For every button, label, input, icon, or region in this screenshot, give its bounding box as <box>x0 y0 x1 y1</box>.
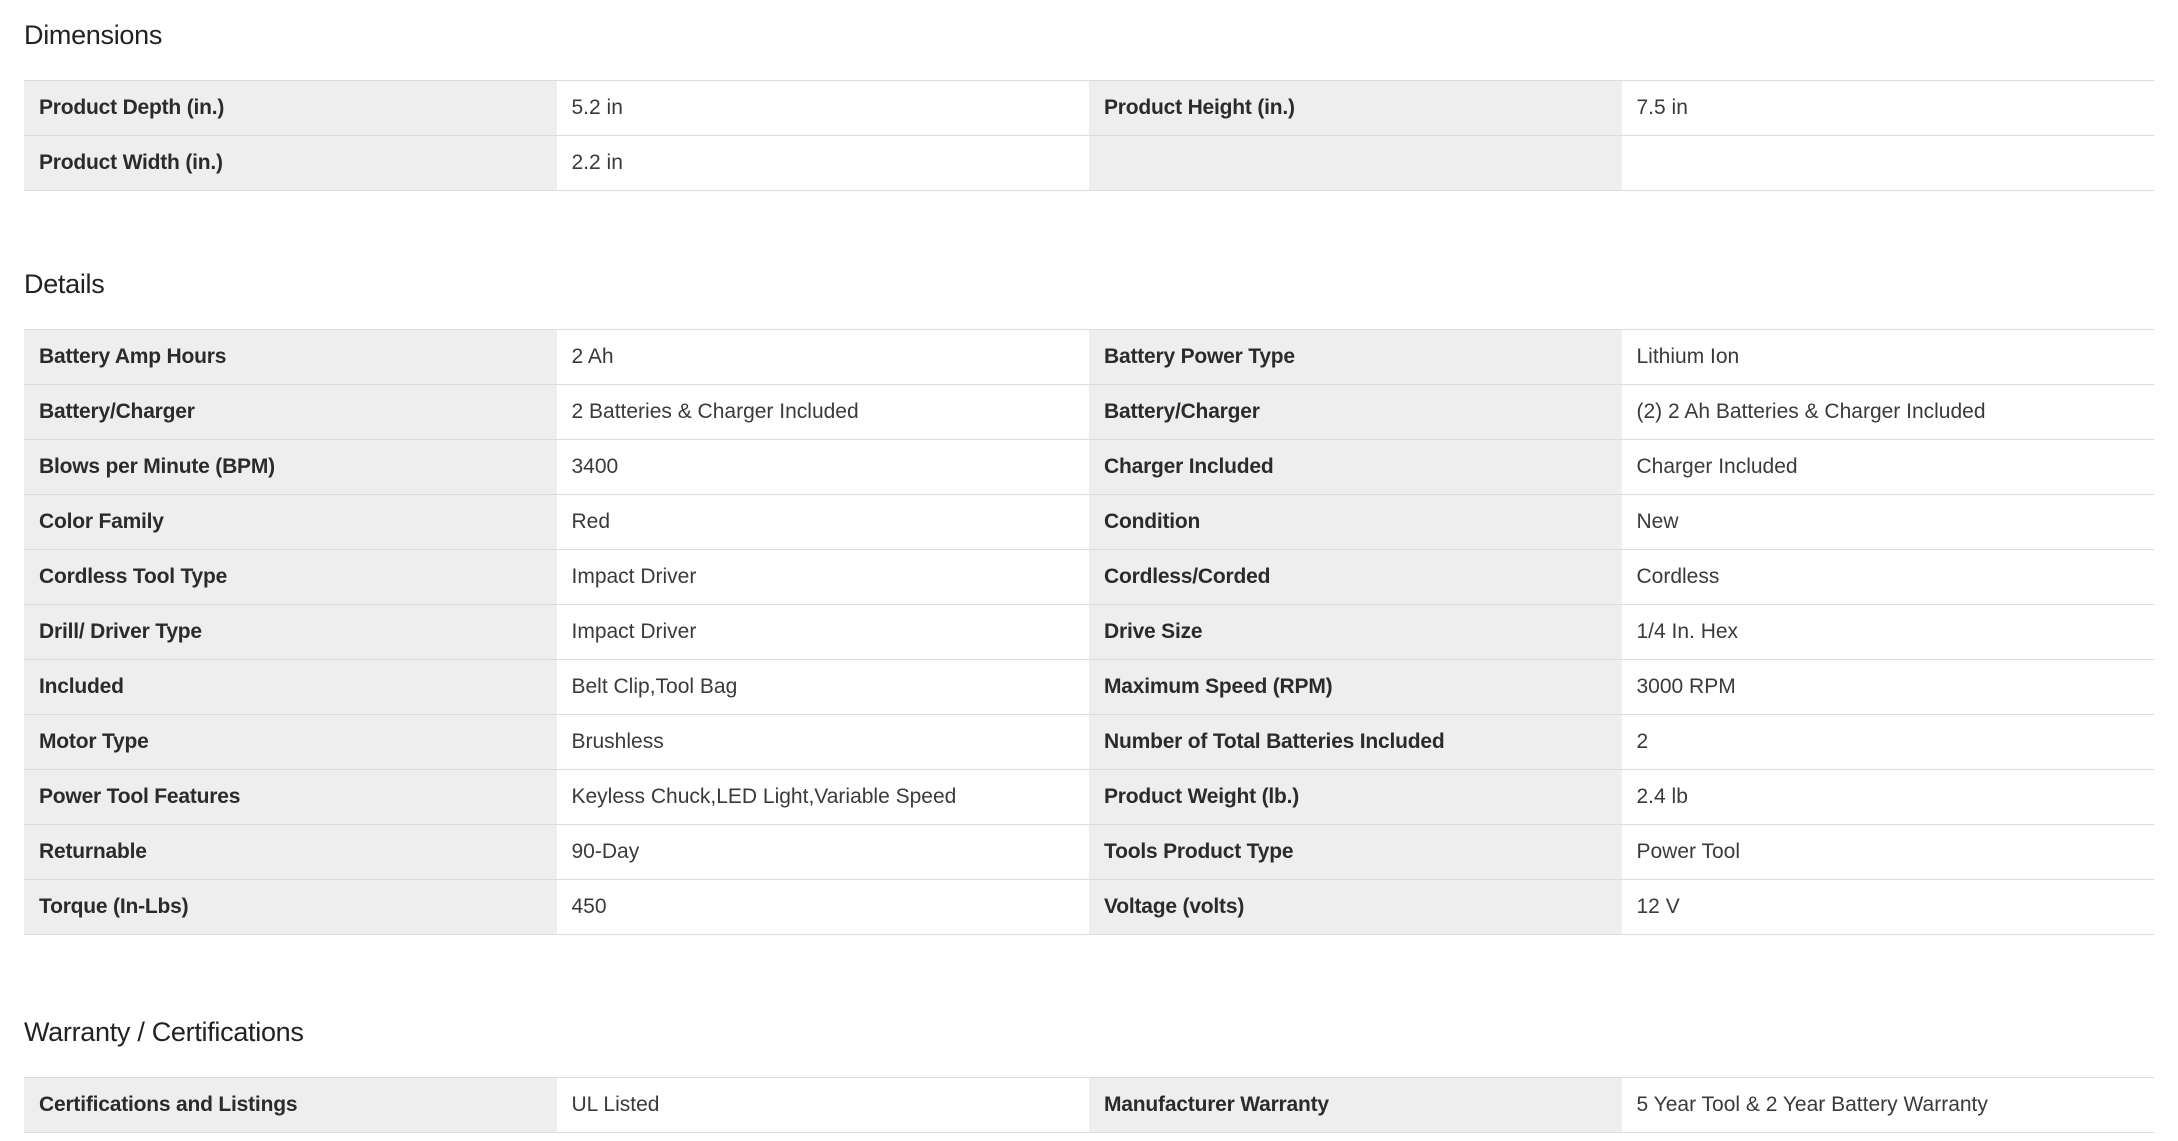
spec-value: New <box>1622 495 2155 549</box>
spec-label: Battery/Charger <box>1089 385 1622 439</box>
section-title: Warranty / Certifications <box>24 1017 304 1047</box>
warranty-table <box>24 1077 2154 1133</box>
spec-value: 3000 RPM <box>1622 660 2155 714</box>
warranty-section <box>24 1012 2154 1133</box>
spec-label: Cordless/Corded <box>1089 550 1622 604</box>
section-title: Dimensions <box>24 20 163 50</box>
spec-value: 450 <box>557 880 1090 934</box>
spec-label: Product Weight (lb.) <box>1089 770 1622 824</box>
spec-value: Keyless Chuck,LED Light,Variable Speed <box>557 770 1090 824</box>
spec-label: Number of Total Batteries Included <box>1089 715 1622 769</box>
spec-label: Color Family <box>24 495 557 549</box>
spec-label: Battery/Charger <box>24 385 557 439</box>
spec-value: 1/4 In. Hex <box>1622 605 2155 659</box>
spec-value: 2 Ah <box>557 330 1090 384</box>
spec-value: Charger Included <box>1622 440 2155 494</box>
spec-label: Battery Power Type <box>1089 330 1622 384</box>
spec-value: Power Tool <box>1622 825 2155 879</box>
spec-value: Brushless <box>557 715 1090 769</box>
spec-value: Cordless <box>1622 550 2155 604</box>
spec-value: Lithium Ion <box>1622 330 2155 384</box>
table-row <box>24 440 2154 495</box>
spec-value: 2.2 in <box>557 136 1090 190</box>
spec-value <box>1622 136 2155 190</box>
spec-label: Drive Size <box>1089 605 1622 659</box>
details-table <box>24 329 2154 935</box>
spec-label: Voltage (volts) <box>1089 880 1622 934</box>
spec-label: Tools Product Type <box>1089 825 1622 879</box>
spec-value: Red <box>557 495 1090 549</box>
spec-label: Battery Amp Hours <box>24 330 557 384</box>
spec-value: Impact Driver <box>557 605 1090 659</box>
spec-label: Cordless Tool Type <box>24 550 557 604</box>
details-section <box>24 264 2154 935</box>
spec-value: 5.2 in <box>557 81 1090 135</box>
dimensions-table <box>24 80 2154 191</box>
spec-label: Product Depth (in.) <box>24 81 557 135</box>
spec-label: Returnable <box>24 825 557 879</box>
spec-label: Power Tool Features <box>24 770 557 824</box>
spec-value: 2 Batteries & Charger Included <box>557 385 1090 439</box>
spec-label: Certifications and Listings <box>24 1078 557 1132</box>
spec-value: 5 Year Tool & 2 Year Battery Warranty <box>1622 1078 2155 1132</box>
spec-value: (2) 2 Ah Batteries & Charger Included <box>1622 385 2155 439</box>
table-row <box>24 550 2154 605</box>
spec-label: Condition <box>1089 495 1622 549</box>
table-row <box>24 81 2154 136</box>
table-row <box>24 880 2154 935</box>
spec-value: 90-Day <box>557 825 1090 879</box>
table-row <box>24 1078 2154 1133</box>
table-row <box>24 385 2154 440</box>
spec-label: Blows per Minute (BPM) <box>24 440 557 494</box>
table-row <box>24 495 2154 550</box>
table-row <box>24 605 2154 660</box>
spec-value: 7.5 in <box>1622 81 2155 135</box>
spec-label: Motor Type <box>24 715 557 769</box>
spec-label: Included <box>24 660 557 714</box>
spec-label <box>1089 136 1622 190</box>
spec-label: Drill/ Driver Type <box>24 605 557 659</box>
dimensions-section <box>24 15 2154 191</box>
spec-value: 2.4 lb <box>1622 770 2155 824</box>
spec-label: Product Width (in.) <box>24 136 557 190</box>
spec-label: Torque (In-Lbs) <box>24 880 557 934</box>
spec-value: Impact Driver <box>557 550 1090 604</box>
spec-label: Maximum Speed (RPM) <box>1089 660 1622 714</box>
spec-value: UL Listed <box>557 1078 1090 1132</box>
spec-label: Charger Included <box>1089 440 1622 494</box>
section-title: Details <box>24 269 105 299</box>
table-row <box>24 136 2154 191</box>
spec-value: 2 <box>1622 715 2155 769</box>
spec-label: Product Height (in.) <box>1089 81 1622 135</box>
table-row <box>24 660 2154 715</box>
table-row <box>24 715 2154 770</box>
spec-value: Belt Clip,Tool Bag <box>557 660 1090 714</box>
spec-value: 12 V <box>1622 880 2155 934</box>
table-row <box>24 770 2154 825</box>
table-row <box>24 330 2154 385</box>
spec-label: Manufacturer Warranty <box>1089 1078 1622 1132</box>
table-row <box>24 825 2154 880</box>
spec-value: 3400 <box>557 440 1090 494</box>
